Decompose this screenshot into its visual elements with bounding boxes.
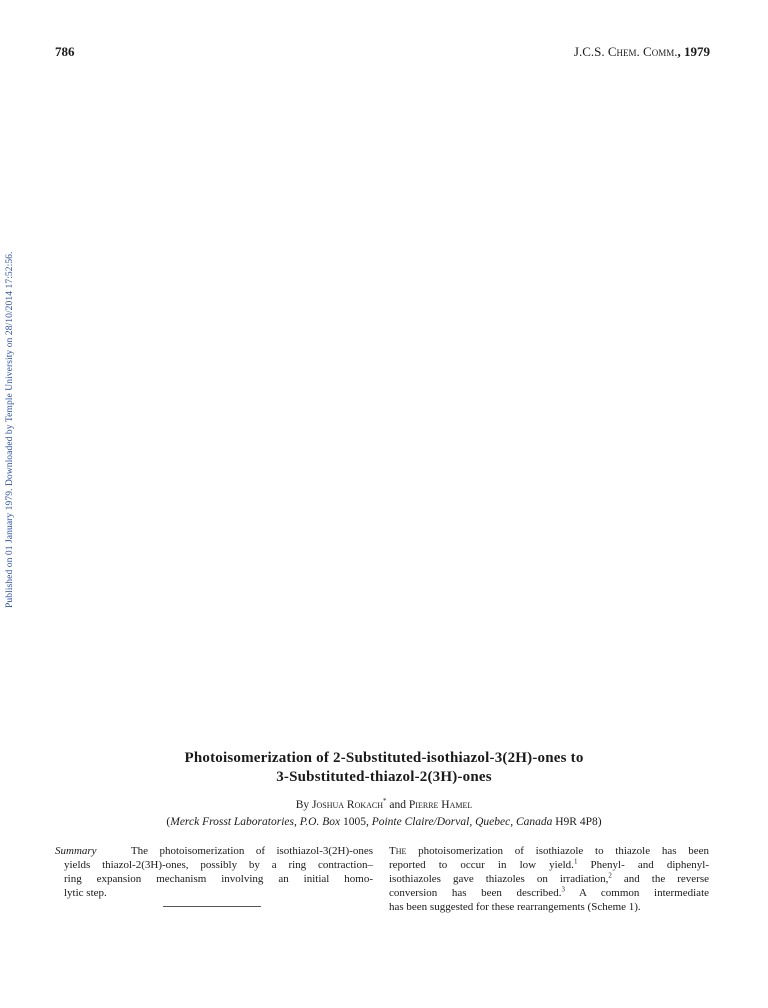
reference-3[interactable]: 3 xyxy=(561,885,565,894)
affiliation-box: 1005 xyxy=(342,816,366,828)
body-text-run: conversion has been described. xyxy=(389,887,562,899)
summary xyxy=(55,844,373,900)
corresponding-mark: * xyxy=(383,797,387,806)
journal-name: Chem. Comm. xyxy=(607,44,678,59)
byline-and: and xyxy=(386,799,409,811)
author-rokach: Joshua Rokach xyxy=(312,799,384,811)
affiliation-close: ) xyxy=(597,816,602,828)
body-text-run: Phenyl- and diphenyl- xyxy=(577,859,709,871)
body-line xyxy=(389,886,709,900)
body-lead: The xyxy=(389,845,407,857)
affiliation-place: Pointe Claire/Dorval, Quebec, Canada xyxy=(371,816,553,828)
journal-prefix: J.C.S. xyxy=(573,44,608,59)
article-title xyxy=(90,749,678,787)
body-text-run: A common intermediate xyxy=(564,887,710,899)
body-line xyxy=(389,858,709,872)
author-hamel: Pierre Hamel xyxy=(408,799,473,811)
title-line-2: 3-Substituted-thiazol-2(3H)-ones xyxy=(276,769,492,785)
body-text xyxy=(389,844,709,914)
body-text-run: photoisomerization of isothiazole to thiazole has been xyxy=(406,845,709,857)
summary-text: The photoisomerization of isothiazol-3(2H)-ones xyxy=(130,845,373,857)
affiliation-postcode: H9R 4P8 xyxy=(552,816,598,828)
section-divider xyxy=(163,906,261,907)
affiliation xyxy=(90,816,678,828)
reference-1[interactable]: 1 xyxy=(573,857,578,866)
body-text-run: reported to occur in low yield. xyxy=(389,859,574,871)
summary-label: Summary xyxy=(55,845,97,857)
affiliation-org: Merck Frosst Laboratories, P.O. Box xyxy=(170,816,343,828)
page-number: 786 xyxy=(55,44,75,59)
body-text-run: and the reverse xyxy=(611,873,710,885)
affiliation-sep: , xyxy=(365,816,372,828)
summary-line: ring expansion mechanism involving an initial homo- xyxy=(64,873,373,885)
journal-year: , 1979 xyxy=(677,44,710,59)
body-line xyxy=(389,844,709,858)
affiliation-open: ( xyxy=(166,816,171,828)
reference-2[interactable]: 2 xyxy=(608,871,612,880)
body-line xyxy=(389,872,709,886)
journal-header xyxy=(574,44,710,60)
byline-by: By xyxy=(295,799,313,811)
summary-line xyxy=(55,844,373,858)
byline xyxy=(90,799,678,811)
summary-line: lytic step. xyxy=(64,887,107,899)
body-line: has been suggested for these rearrangements (Scheme 1). xyxy=(389,901,641,913)
summary-line: yields thiazol-2(3H)-ones, possibly by a ring contraction– xyxy=(64,859,373,871)
title-line-1: Photoisomerization of 2-Substituted-isothiazol-3(2H)-ones to xyxy=(184,750,584,766)
download-watermark[interactable]: Published on 01 January 1979. Downloaded by Temple University on 28/10/2014 17:52:56. xyxy=(4,251,15,608)
body-text-run: isothiazoles gave thiazoles on irradiation, xyxy=(389,873,609,885)
